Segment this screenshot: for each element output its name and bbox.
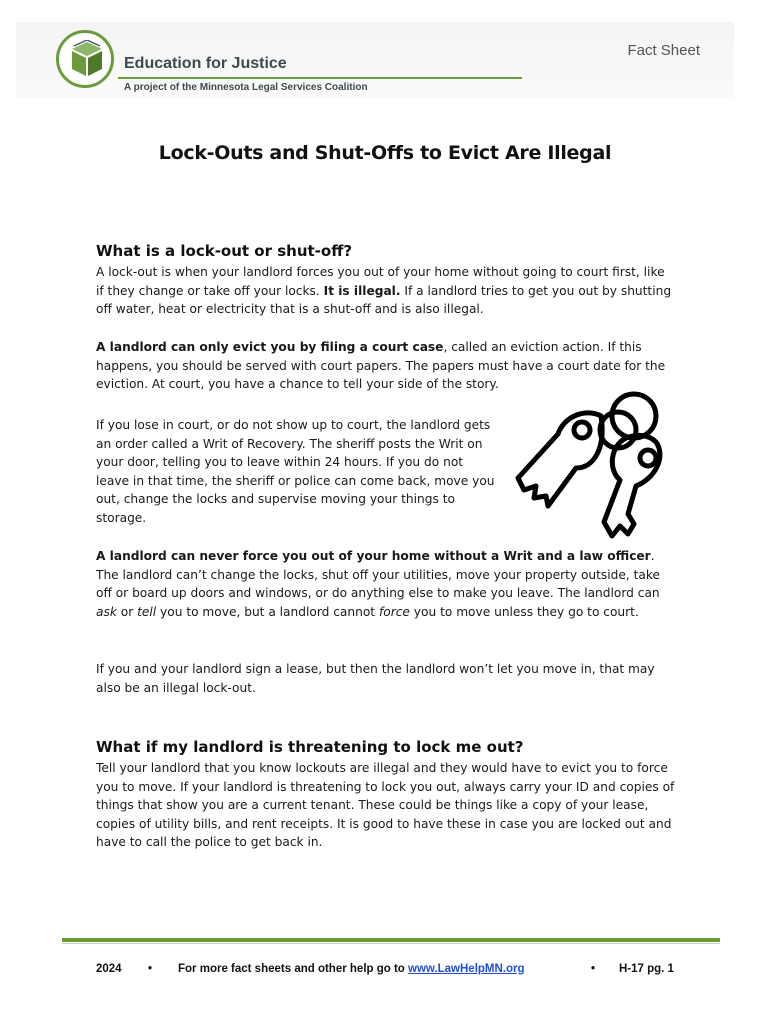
emphasis-writ: A landlord can never force you out of your home without a Writ and a law officer	[96, 549, 651, 563]
section2-heading: What if my landlord is threatening to lock me out?	[96, 738, 524, 756]
text-run: A lock-out is when your landlord forces you out of your home without going to court first, like if they change or take off your locks.	[96, 265, 665, 298]
footer-bullet: •	[148, 963, 153, 975]
logo-cube-icon	[70, 40, 104, 78]
emphasis-force: force	[378, 604, 410, 619]
fact-sheet-label: Fact Sheet	[627, 42, 700, 59]
emphasis-court-case: A landlord can only evict you by filing a court case	[96, 340, 444, 354]
org-name: Education for Justice	[124, 55, 287, 72]
emphasis-illegal: It is illegal.	[323, 283, 401, 298]
footer-text-run: For more fact sheets and other help go to	[178, 963, 409, 975]
emphasis-ask: ask	[96, 604, 117, 619]
footer-rule-light	[62, 943, 720, 944]
text-run: or	[116, 604, 138, 619]
section1-paragraph-3: If you lose in court, or do not show up to court, the landlord gets an order called a Writ of Recovery. The sheriff posts the Writ on your door, telling you to leave within 24 hours. If you do not leave in that time, the sheriff or police can come back, move you out, change the locks and supervise moving your things to storage.	[96, 418, 495, 525]
footer-page: H-17 pg. 1	[619, 963, 674, 975]
section1-heading: What is a lock-out or shut-off?	[96, 242, 353, 260]
keys-illustration	[506, 386, 686, 546]
org-subtitle: A project of the Minnesota Legal Services Coalition	[124, 82, 368, 93]
emphasis-tell: tell	[137, 604, 157, 619]
text-run: you to move, but a landlord cannot	[156, 604, 379, 619]
section2-paragraph-1: Tell your landlord that you know lockouts are illegal and they would have to evict you to force you to move. If your landlord is threatening to lock you out, always carry your ID and copies of things that show you are a current tenant. These could be things like a copy of your lease, copies of utility bills, and rent receipts. It is good to have these in case you are locked out and have to call the police to get back in.	[96, 761, 675, 850]
text-run: you to move unless they go to court.	[409, 604, 639, 619]
section1-paragraph-1	[96, 263, 676, 319]
text-run: , called an eviction action. If this happens, you should be served with court papers. The papers must have a court date for the eviction. At court, you have a chance to tell your side of the story.	[96, 340, 666, 392]
text-run: . The landlord can’t change the locks, shut off your utilities, move your property outside, take off or board up doors and windows, or do anything else to make you leave. The landlord can	[96, 549, 660, 601]
footer-year: 2024	[96, 963, 122, 975]
footer-link[interactable]: www.LawHelpMN.org	[408, 963, 525, 975]
page-title: Lock-Outs and Shut-Offs to Evict Are Illegal	[158, 142, 612, 164]
footer-text	[178, 963, 525, 975]
text-run: If a landlord tries to get you out by shutting off water, heat or electricity that is a shut-off and is also illegal.	[96, 283, 672, 317]
footer-bullet: •	[591, 963, 596, 975]
section1-paragraph-4	[96, 547, 676, 621]
section1-paragraph-5: If you and your landlord sign a lease, but then the landlord won’t let you move in, that may also be an illegal lock-out.	[96, 662, 655, 695]
org-rule	[118, 77, 522, 79]
footer-rule	[62, 938, 720, 942]
